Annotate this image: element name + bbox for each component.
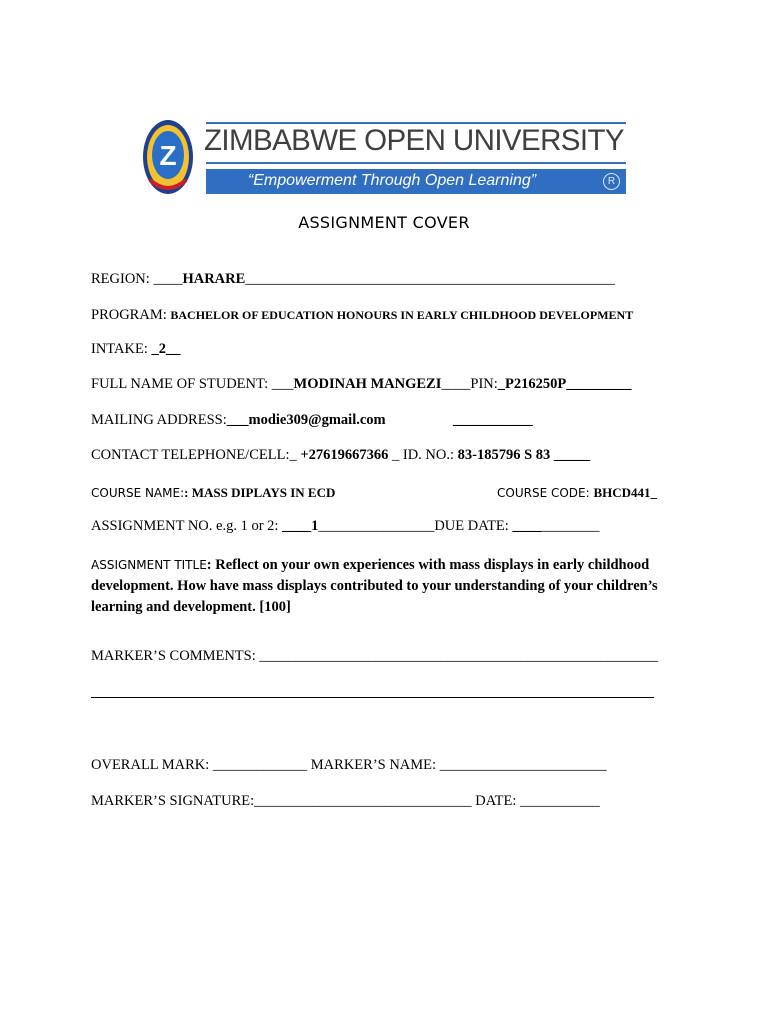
overall-mark-row (91, 757, 606, 774)
course-code-row (497, 485, 657, 502)
due-date-label: DUE DATE: (434, 518, 513, 534)
markers-comments-line: _______________________________________________________ (259, 648, 659, 664)
overall-mark-line: _____________ (212, 757, 308, 773)
overall-mark-label: OVERALL MARK: (91, 757, 213, 773)
due-date-value: ____ (512, 518, 542, 534)
region-label: REGION: (91, 271, 154, 287)
region-line: ___________________________________________________ (245, 271, 616, 287)
logo-mid-rule (206, 162, 626, 164)
markers-comments-label: MARKER’S COMMENTS: (91, 648, 260, 664)
pin-value: _P216250P_________ (497, 376, 632, 392)
intake-label: INTAKE: (91, 341, 152, 357)
student-label: FULL NAME OF STUDENT: (91, 376, 272, 392)
zou-emblem-icon (142, 118, 194, 196)
due-date-line: ________ (541, 518, 600, 534)
assignment-no-row (91, 518, 599, 535)
course-code-label: COURSE CODE: (497, 486, 594, 500)
assignment-no-label: ASSIGNMENT NO. e.g. 1 or 2: (91, 518, 283, 534)
course-name-row (91, 485, 335, 502)
signature-line: ______________________________ (254, 793, 472, 809)
program-label: PROGRAM: (91, 307, 171, 323)
logo-tagline: “Empowerment Through Open Learning” (247, 172, 537, 189)
registered-mark-icon: R (603, 173, 620, 190)
intake-value: _2__ (151, 341, 181, 357)
logo-title: ZIMBABWE OPEN UNIVERSITY (204, 124, 624, 157)
course-code-value: BHCD441_ (593, 485, 658, 500)
region-value: HARARE (182, 271, 246, 287)
mailing-value: ___modie309@gmail.com (226, 412, 386, 428)
student-name: MODINAH MANGEZI (293, 376, 442, 392)
assignment-title-text: : Reflect on your own experiences with mass displays in early childhood development. How have mass displays contributed to your understanding of your children’s learning and development. [100] (91, 557, 658, 615)
contact-row (91, 447, 590, 464)
course-name-label: COURSE NAME: (91, 486, 185, 500)
course-name-value: : MASS DIPLAYS IN ECD (184, 485, 336, 500)
mailing-label: MAILING ADDRESS: (91, 412, 227, 428)
id-value: 83-185796 S 83 _____ (457, 447, 591, 463)
student-row (91, 376, 632, 393)
comments-rule (91, 697, 654, 698)
assignment-title-label: ASSIGNMENT TITLE (91, 558, 207, 572)
marker-name-label: MARKER’S NAME: (307, 757, 440, 773)
region-row (91, 271, 615, 288)
mailing-row (91, 412, 386, 429)
date-label: DATE: (471, 793, 520, 809)
student-mid: ____ (441, 376, 471, 392)
assignment-no-value: ____1 (282, 518, 319, 534)
signature-label: MARKER’S SIGNATURE: (91, 793, 255, 809)
assignment-no-gap: ________________ (318, 518, 435, 534)
contact-label: CONTACT TELEPHONE/CELL:_ (91, 447, 301, 463)
pin-label: PIN: (470, 376, 498, 392)
markers-comments-row (91, 648, 658, 665)
marker-name-line: _______________________ (439, 757, 607, 773)
student-pre: ___ (271, 376, 294, 392)
mailing-trail: ___________ (453, 412, 533, 428)
university-logo (142, 118, 626, 198)
program-value: BACHELOR OF EDUCATION HONOURS IN EARLY CHILDHOOD DEVELOPMENT (170, 308, 634, 322)
assignment-title-block (91, 555, 681, 618)
signature-row (91, 793, 600, 810)
intake-row (91, 341, 180, 358)
region-pre: ____ (153, 271, 183, 287)
logo-tagline-band (206, 169, 626, 194)
date-line: ___________ (519, 793, 600, 809)
contact-phone: +27619667366 (300, 447, 389, 463)
id-label: _ ID. NO.: (388, 447, 458, 463)
cover-title: ASSIGNMENT COVER (298, 213, 470, 232)
emblem-letter: Z (159, 140, 177, 171)
program-row (91, 307, 633, 324)
